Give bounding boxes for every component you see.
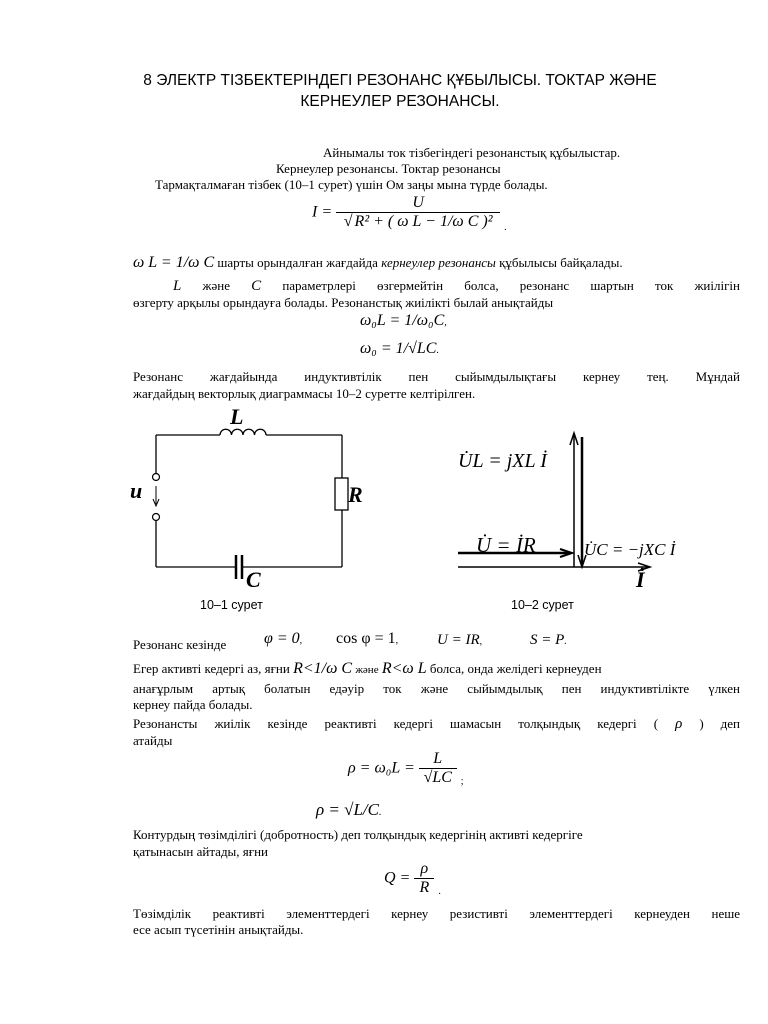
u-ir-formula: U = IR,: [437, 632, 483, 648]
resistor: [335, 478, 348, 510]
final-line-2: есе асып түсетінін анықтайды.: [133, 922, 304, 937]
ohm-numerator: U: [336, 194, 500, 213]
rho-formula-1: ρ = ω₀L = $\frac{L}{√LC}$ $_;$: [348, 750, 464, 788]
page-title: [100, 70, 700, 112]
if-line-1: Егер активті кедергі аз, яғни R<1/ω C және R<ω L болса, онда желідегі кернеуден: [133, 660, 602, 677]
condition-text: шарты орындалған жағдайда: [217, 255, 378, 270]
q-line-2: қатынасын айтады, яғни: [133, 844, 269, 859]
label-i: İ: [636, 567, 645, 592]
label-capacitor: C: [246, 567, 261, 592]
circuit-diagram: [120, 400, 380, 595]
cos-formula: cos φ = 1,: [336, 630, 399, 647]
if-line-3: кернеу пайда болады.: [133, 697, 253, 712]
label-u: U̇ = İR: [476, 533, 536, 557]
q-line-1: Контурдың төзімділігі (добротность) деп толқындық кедергінің активті кедергіге: [133, 827, 583, 842]
q-formula: Q = $\frac{\rho}{R}$ $_.$: [384, 860, 441, 898]
terminal-bottom: [153, 514, 160, 521]
intro-line-3: Тармақталмаған тізбек (10–1 сурет) үшін Ом заңы мына түрде болады.: [155, 177, 548, 192]
if-line-2: анағұрлым артық болатын едәуір ток және сыйымдылық пен индуктивтілікте үлкен: [133, 681, 740, 696]
condition-end: құбылысы байқалады.: [499, 255, 623, 270]
label-uc: U̇C = −jXC İ: [584, 540, 676, 559]
condition-italic: кернеулер резонансы: [381, 255, 496, 270]
final-line-1: Төзімділік реактивті элементтердегі кернеу резистивті элементтердегі кернеуден неше: [133, 906, 740, 921]
ohm-formula: I = $\frac{U}{\text{√ R² + ( ω L − 1/ω C )²}}$ $_.$: [312, 194, 507, 234]
lc-line-1: [133, 278, 740, 294]
lc-symbol-l: L: [173, 278, 182, 294]
omega0-formula-1: ω₀L = 1/ω₀C,: [360, 312, 447, 329]
intro-line-2: Кернеулер резонансы. Токтар резонансы: [276, 161, 501, 176]
title-line-1: 8 ЭЛЕКТР ТІЗБЕКТЕРІНДЕГІ РЕЗОНАНС ҚҰБЫЛЫСЫ. ТОКТАР ЖӘНЕ: [143, 72, 657, 89]
figure-1-caption: 10–1 сурет: [200, 598, 263, 612]
rho-line-1: Резонансты жиілік кезінде реактивті кедергі шамасын толқындық кедергі ( ρ ) деп: [133, 716, 741, 732]
condition-formula: ω L = 1/ω C: [133, 254, 215, 271]
inductor-coil: [220, 429, 266, 435]
s-p-formula: S = P.: [530, 632, 567, 648]
lc-text: параметрлері өзгермейтін болса, резонанс шартын ток жиілігін: [282, 278, 741, 293]
resonance-line-2: жағдайдың векторлық диаграммасы 10–2 суретте келтірілген.: [133, 386, 476, 401]
label-ul: U̇L = jXL İ: [458, 450, 547, 472]
omega0-formula-2: ω₀ = 1/√LC.: [360, 340, 439, 357]
label-resistor: R: [348, 482, 363, 507]
condition-line: [133, 255, 623, 271]
lc-symbol-c: C: [251, 278, 262, 294]
label-inductor: L: [230, 404, 244, 429]
label-voltage: u: [130, 478, 143, 503]
ohm-denominator: √ R² + ( ω L − 1/ω C )²: [343, 213, 493, 230]
terminal-top: [153, 474, 160, 481]
resonance-at-text: Резонанс кезінде: [133, 637, 227, 652]
r-less-2: R<ω L: [381, 660, 427, 677]
lc-and: және: [202, 278, 230, 293]
ohm-lhs: I =: [312, 203, 333, 221]
phi-formula: φ = 0,: [264, 630, 303, 647]
resonance-line-1: Резонанс жағдайында индуктивтілік пен сыйымдылықтағы кернеу тең. Мұндай: [133, 369, 740, 384]
rho-line-2: атайды: [133, 733, 173, 748]
figure-2-caption: 10–2 сурет: [511, 598, 574, 612]
title-line-2: КЕРНЕУЛЕР РЕЗОНАНСЫ.: [300, 93, 500, 110]
vector-diagram: [440, 425, 700, 595]
intro-line-1: Айнымалы ток тізбегіндегі резонанстық құбылыстар.: [323, 145, 621, 160]
lc-line-2: өзгерту арқылы орындауға болады. Резонанстық жиілікті былай анықтайды: [133, 295, 554, 310]
rho-formula-2: ρ = √L/C.: [316, 800, 382, 819]
r-less-1: R<1/ω C: [293, 660, 353, 677]
